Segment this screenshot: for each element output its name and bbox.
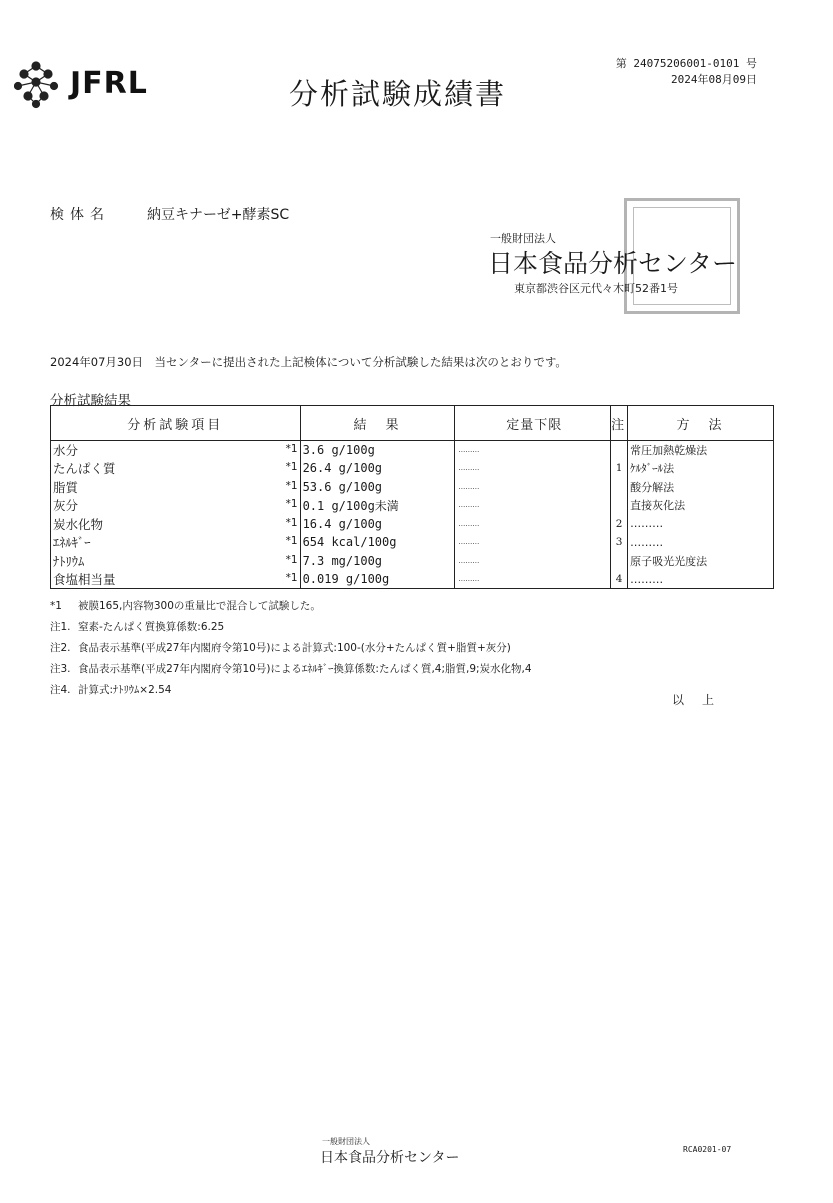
logo-text: JFRL: [70, 66, 148, 101]
result-cell: [300, 496, 455, 515]
notes-list: [50, 598, 532, 703]
table-row: [51, 570, 774, 589]
note-item: [50, 640, 532, 661]
limit-cell: [455, 441, 611, 460]
results-table: [50, 405, 774, 589]
note-text: 食品表示基準(平成27年内閣府令第10号)によるｴﾈﾙｷﾞｰ換算係数:たんぱく質,4;脂質,9;炭水化物,4: [78, 663, 532, 675]
note-text: 被膜165,内容物300の重量比で混合して試験した。: [78, 600, 321, 612]
footer-org-type: 一般財団法人: [322, 1137, 370, 1146]
item-cell: [51, 441, 301, 460]
method-cell-text: 酸分解法: [630, 480, 675, 494]
table-row: [51, 441, 774, 460]
limit-cell-text: ………: [458, 501, 480, 510]
note-text: 食品表示基準(平成27年内閣府令第10号)による計算式:100-(水分+たんぱく質+脂質+灰分): [78, 642, 511, 654]
item-cell-text: 灰分: [53, 498, 79, 514]
limit-cell: [455, 570, 611, 589]
sample-name-label: 検体名: [50, 207, 110, 223]
item-footnote-mark: *1: [285, 461, 298, 473]
result-cell: [300, 478, 455, 497]
method-cell-text: 直接灰化法: [630, 499, 686, 513]
result-cell: [300, 570, 455, 589]
result-cell-text: 0.1 g/100g未満: [302, 498, 399, 513]
header-note: 注: [611, 406, 628, 441]
result-cell: [300, 552, 455, 571]
item-footnote-mark: *1: [285, 535, 298, 547]
note-cell: [611, 459, 628, 478]
note-text: 窒素-たんぱく質換算係数:6.25: [78, 621, 225, 633]
method-cell: [628, 552, 774, 571]
note-cell-text: 3: [615, 536, 623, 549]
item-cell: [51, 515, 301, 534]
item-cell-text: 食塩相当量: [53, 572, 116, 587]
document-date: 2024年08月09日: [671, 73, 757, 86]
note-text: 計算式:ﾅﾄﾘｳﾑ×2.54: [78, 684, 172, 696]
item-footnote-mark: *1: [285, 443, 298, 455]
note-label: 注3.: [50, 663, 71, 675]
table-row: [51, 459, 774, 478]
item-cell: [51, 459, 301, 478]
limit-cell: [455, 478, 611, 497]
limit-cell: [455, 459, 611, 478]
organization-name: 日本食品分析センター: [488, 249, 738, 278]
table-header-row: [51, 406, 774, 441]
header-limit: 定量下限: [455, 406, 611, 441]
note-cell: [611, 570, 628, 589]
table-row: [51, 533, 774, 552]
result-cell-text: 3.6 g/100g: [302, 443, 375, 457]
note-cell-text: 1: [615, 462, 623, 475]
note-item: [50, 682, 532, 703]
result-cell: [300, 459, 455, 478]
limit-cell: [455, 496, 611, 515]
method-cell: [628, 441, 774, 460]
header-item: 分析試験項目: [51, 406, 301, 441]
method-cell: [628, 570, 774, 589]
limit-cell-text: ………: [458, 575, 480, 583]
item-cell: [51, 478, 301, 497]
note-cell: [611, 533, 628, 552]
note-item: [50, 598, 532, 619]
method-cell-text: ………: [630, 535, 664, 549]
organization-type: 一般財団法人: [490, 232, 556, 245]
document-number: 第 24075206001-0101 号: [615, 57, 757, 70]
item-footnote-mark: *1: [285, 553, 298, 566]
item-footnote-mark: *1: [285, 498, 298, 510]
limit-cell-text: ………: [458, 556, 480, 565]
item-cell-text: 水分: [53, 443, 79, 458]
note-cell-text: 4: [615, 573, 623, 585]
method-cell-text: ………: [630, 572, 664, 586]
note-cell: [611, 441, 628, 460]
item-cell: [51, 496, 301, 515]
result-cell-text: 16.4 g/100g: [302, 516, 383, 531]
table-row: [51, 496, 774, 515]
limit-cell: [455, 515, 611, 534]
note-label: 注2.: [50, 642, 71, 654]
closing-mark: 以上: [672, 693, 733, 707]
result-cell: [300, 533, 455, 552]
method-cell: [628, 459, 774, 478]
form-code: RCA0201-07: [683, 1145, 732, 1154]
limit-cell-text: ………: [458, 482, 480, 491]
item-cell-text: たんぱく質: [53, 461, 116, 477]
item-footnote-mark: *1: [285, 479, 298, 492]
note-item: [50, 619, 532, 640]
limit-cell: [455, 533, 611, 552]
result-cell-text: 53.6 g/100g: [302, 479, 383, 494]
note-cell: [611, 552, 628, 571]
result-cell-text: 7.3 mg/100g: [302, 553, 383, 568]
logo-mark-icon: [14, 60, 70, 110]
note-cell: [611, 515, 628, 534]
note-cell: [611, 496, 628, 515]
note-label: 注4.: [50, 684, 71, 696]
method-cell: [628, 533, 774, 552]
note-item: [50, 661, 532, 682]
item-cell: [51, 533, 301, 552]
note-cell-text: 2: [615, 517, 623, 530]
method-cell: [628, 515, 774, 534]
limit-cell-text: ………: [458, 446, 480, 454]
limit-cell-text: ………: [458, 464, 480, 473]
organization-address: 東京都渋谷区元代々木町52番1号: [514, 282, 678, 295]
document-title: 分析試験成績書: [289, 77, 507, 111]
result-cell-text: 26.4 g/100g: [302, 461, 383, 476]
method-cell-text: 原子吸光光度法: [630, 554, 708, 568]
limit-cell: [455, 552, 611, 571]
table-row: [51, 552, 774, 571]
header-result: 結 果: [300, 406, 455, 441]
table-row: [51, 478, 774, 497]
item-cell-text: ｴﾈﾙｷﾞｰ: [53, 535, 91, 551]
jfrl-logo: [14, 60, 174, 110]
method-cell-text: ｹﾙﾀﾞｰﾙ法: [630, 462, 675, 476]
item-cell-text: 脂質: [53, 479, 79, 495]
item-cell: [51, 570, 301, 589]
results-section-title: 分析試験結果: [50, 393, 131, 409]
note-cell: [611, 478, 628, 497]
footer-organization: [320, 1136, 459, 1167]
item-cell-text: ﾅﾄﾘｳﾑ: [53, 553, 85, 569]
note-label: *1: [50, 600, 62, 612]
submission-statement: 2024年07月30日 当センターに提出された上記検体について分析試験した結果は次のとおりです。: [50, 355, 567, 369]
method-cell: [628, 478, 774, 497]
table-row: [51, 515, 774, 534]
result-cell: [300, 515, 455, 534]
sample-name-value: 納豆キナーゼ+酵素SC: [147, 207, 290, 223]
item-cell: [51, 552, 301, 571]
result-cell-text: 654 kcal/100g: [302, 535, 397, 550]
header-method: 方 法: [628, 406, 774, 441]
method-cell-text: ………: [630, 517, 664, 531]
result-cell-text: 0.019 g/100g: [302, 572, 390, 586]
limit-cell-text: ………: [458, 538, 480, 547]
footer-org-name: 日本食品分析センター: [320, 1150, 460, 1166]
item-footnote-mark: *1: [285, 516, 298, 529]
item-cell-text: 炭水化物: [53, 516, 104, 532]
limit-cell-text: ………: [458, 519, 480, 528]
result-cell: [300, 441, 455, 460]
note-label: 注1.: [50, 621, 71, 633]
method-cell: [628, 496, 774, 515]
method-cell-text: 常圧加熱乾燥法: [630, 444, 708, 457]
item-footnote-mark: *1: [285, 572, 298, 584]
